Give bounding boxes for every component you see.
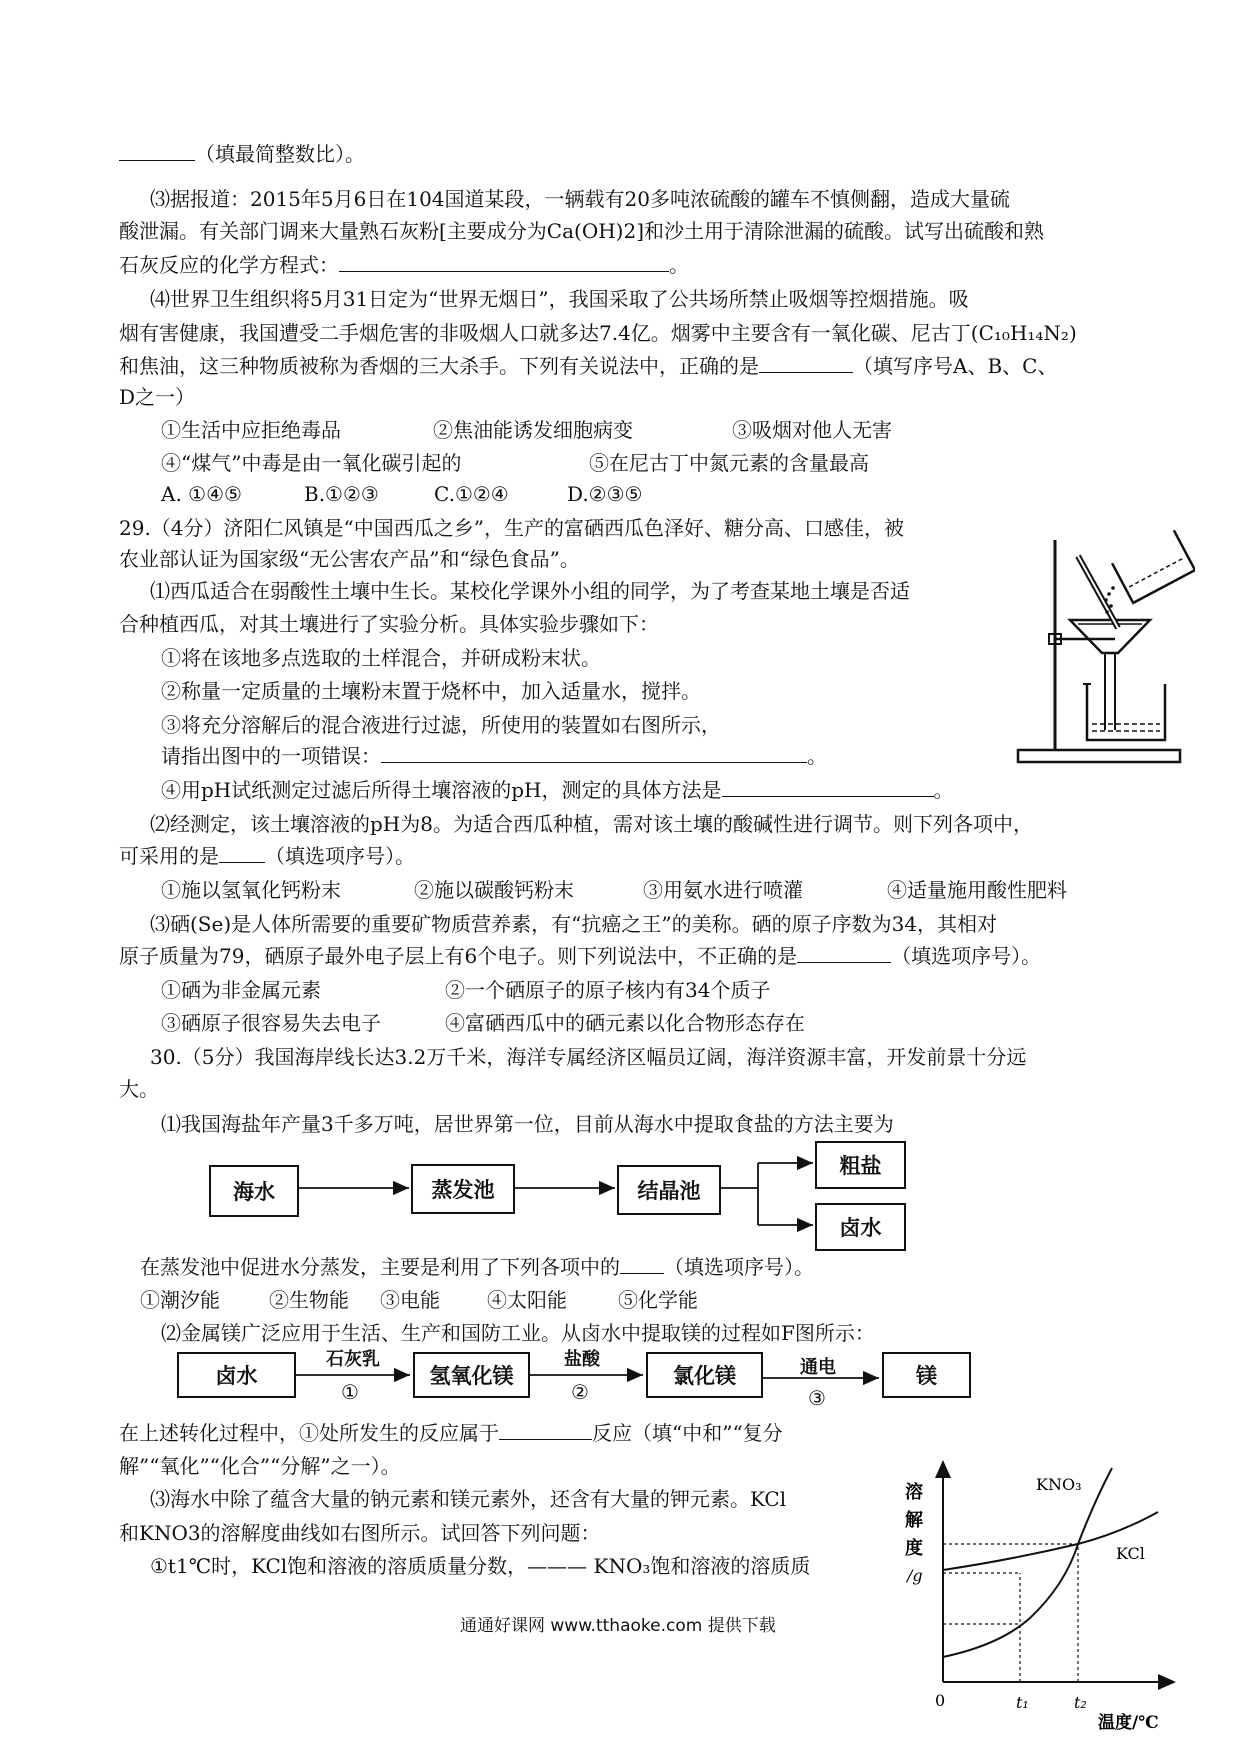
reagent-hydrochloric-acid: 盐酸	[564, 1349, 600, 1370]
text-line: D之一）	[119, 385, 196, 409]
text-line: 酸泄漏。有关部门调来大量熟石灰粉[主要成分为Ca(OH)2]和沙土用于清除泄漏的硫酸。试写出硫酸和熟	[119, 219, 1044, 243]
option: ④适量施用酸性肥料	[887, 878, 1067, 902]
choice-d: D.②③⑤	[567, 482, 643, 506]
text-line: ⑷世界卫生组织将5月31日定为“世界无烟日”，我国采取了公共场所禁止吸烟等控烟措施。吸	[150, 287, 969, 311]
text-line: ①将在该地多点选取的土样混合，并研成粉末状。	[161, 646, 601, 670]
text: 在蒸发池中促进水分蒸发，主要是利用了下列各项中的	[140, 1255, 620, 1279]
flow-box-brine: 卤水	[815, 1203, 906, 1251]
text-line: 大。	[119, 1077, 159, 1101]
text-line: ⑶据报道：2015年5月6日在104国道某段，一辆载有20多吨浓硫酸的罐车不慎侧翻，造成大量硫	[150, 187, 1010, 211]
text-line: ⑴西瓜适合在弱酸性土壤中生长。某校化学课外小组的同学，为了考查某地土壤是否适	[150, 579, 910, 603]
step-1-marker: ①	[341, 1380, 359, 1404]
text: （填选项序号）。	[265, 844, 415, 868]
flow-box-evaporation-pond: 蒸发池	[411, 1164, 515, 1214]
text: （填选项序号）。	[891, 944, 1042, 968]
page-footer: 通通好课网 www.tthaoke.com 提供下载	[460, 1616, 776, 1636]
text: 可采用的是	[119, 844, 219, 868]
text-line	[119, 1420, 783, 1446]
option: ②焦油能诱发细胞病变	[433, 418, 633, 442]
option: ③电能	[380, 1288, 440, 1312]
origin-label: 0	[935, 1691, 946, 1710]
series-label-kno3: KNO₃	[1036, 1475, 1082, 1494]
question-30-title: 30.（5分）我国海岸线长达3.2万千米，海洋专属经济区幅员辽阔，海洋资源丰富，开发前景十分远	[150, 1045, 1027, 1069]
flow-box-magnesium-hydroxide: 氢氧化镁	[413, 1352, 530, 1398]
text: 。	[669, 253, 689, 277]
step-2-marker: ②	[571, 1380, 589, 1404]
text: 石灰反应的化学方程式：	[119, 253, 339, 277]
text-line: ⑵金属镁广泛应用于生活、生产和国防工业。从卤水中提取镁的过程如F图所示：	[161, 1321, 875, 1345]
text-line: ①t1℃时，KCl饱和溶液的溶质质量分数，——— KNO₃饱和溶液的溶质质	[150, 1554, 811, 1578]
text: 反应（填“中和”“复分	[592, 1421, 783, 1445]
option: ①硒为非金属元素	[161, 978, 321, 1002]
option: ④“煤气”中毒是由一氧化碳引起的	[161, 451, 462, 475]
option: ⑤化学能	[618, 1288, 698, 1312]
x-axis-label: 温度/℃	[1098, 1713, 1159, 1733]
flow-box-crude-salt: 粗盐	[815, 1141, 906, 1189]
option: ⑤在尼古丁中氮元素的含量最高	[589, 451, 869, 475]
solubility-curve-chart	[890, 1460, 1180, 1750]
text-line: ⑵经测定，该土壤溶液的pH为8。为适合西瓜种植，需对该土壤的酸碱性进行调节。则下列各项中，	[150, 812, 1033, 836]
option: ③吸烟对他人无害	[732, 418, 892, 442]
text: 在上述转化过程中，①处所发生的反应属于	[119, 1421, 499, 1445]
text: 请指出图中的一项错误：	[161, 744, 381, 768]
text: ④用pH试纸测定过滤后所得土壤溶液的pH，测定的具体方法是	[161, 778, 722, 802]
text: 。	[933, 778, 954, 802]
text: 和焦油，这三种物质被称为香烟的三大杀手。下列有关说法中，正确的是	[119, 354, 759, 378]
y-label-char: 溶	[905, 1482, 923, 1503]
y-label-char: /g	[907, 1566, 923, 1585]
y-label-char: 度	[905, 1538, 923, 1559]
reagent-electrolysis: 通电	[800, 1357, 836, 1378]
choice-c: C.①②④	[434, 482, 509, 506]
text-line: 和KNO3的溶解度曲线如右图所示。试回答下列问题：	[119, 1521, 601, 1545]
y-label-char: 解	[905, 1510, 923, 1531]
text-line: ③将充分溶解后的混合液进行过滤，所使用的装置如右图所示，	[161, 713, 721, 737]
option: ②一个硒原子的原子核内有34个质子	[445, 978, 771, 1002]
step-3-marker: ③	[808, 1386, 826, 1410]
option: ④富硒西瓜中的硒元素以化合物形态存在	[445, 1011, 805, 1035]
text: 。	[807, 744, 827, 768]
option: ④太阳能	[487, 1288, 567, 1312]
flow-box-seawater: 海水	[209, 1165, 299, 1217]
text-line: ⑶硒(Se)是人体所需要的重要矿物质营养素，有“抗癌之王”的美称。硒的原子序数为34，其相对	[150, 912, 998, 936]
x-tick-t2: t₂	[1074, 1693, 1087, 1712]
text: （填最简整数比）。	[195, 142, 365, 166]
flow-box-brine: 卤水	[177, 1352, 296, 1398]
reagent-lime-milk: 石灰乳	[326, 1349, 380, 1370]
option: ②施以碳酸钙粉末	[414, 878, 574, 902]
flow-box-magnesium-chloride: 氯化镁	[646, 1352, 763, 1398]
choice-b: B.①②③	[304, 482, 379, 506]
flow-box-crystallization-pond: 结晶池	[617, 1165, 721, 1215]
question-29-title: 29.（4分）济阳仁风镇是“中国西瓜之乡”，生产的富硒西瓜色泽好、糖分高、口感佳，被	[119, 516, 904, 540]
x-tick-t1: t₁	[1016, 1693, 1029, 1712]
option: ①生活中应拒绝毒品	[161, 418, 341, 442]
choice-a: A. ①④⑤	[161, 482, 242, 506]
text-line: ⑶海水中除了蕴含大量的钠元素和镁元素外，还含有大量的钾元素。KCl	[150, 1487, 787, 1511]
flow-box-magnesium: 镁	[882, 1352, 971, 1398]
option: ①潮汐能	[140, 1288, 220, 1312]
series-label-kcl: KCl	[1116, 1544, 1145, 1563]
option: ①施以氢氧化钙粉末	[161, 878, 341, 902]
series-kno3-curve	[943, 1468, 1112, 1657]
text: （填选项序号）。	[664, 1255, 814, 1279]
text-line: 合种植西瓜，对其土壤进行了实验分析。具体实验步骤如下：	[119, 612, 659, 636]
text-line: 烟有害健康，我国遭受二手烟危害的非吸烟人口就多达7.4亿。烟雾中主要含有一氧化碳、尼古丁(C₁₀H₁₄N₂)	[119, 321, 1077, 345]
option: ②生物能	[269, 1288, 349, 1312]
option: ③用氨水进行喷灌	[643, 878, 803, 902]
option: ③硒原子很容易失去电子	[161, 1011, 381, 1035]
text: 原子质量为79，硒原子最外电子层上有6个电子。则下列说法中，不正确的是	[119, 944, 798, 968]
answer-blank[interactable]	[499, 1421, 592, 1440]
text-line: 农业部认证为国家级“无公害农产品”和“绿色食品”。	[119, 547, 580, 571]
text: （填写序号A、B、C、	[853, 354, 1058, 378]
text-line: ⑴我国海盐年产量3千多万吨，居世界第一位，目前从海水中提取食盐的方法主要为	[161, 1112, 894, 1136]
text-line: 解”“氧化”“化合”“分解”之一）。	[119, 1454, 401, 1478]
text-line: ②称量一定质量的土壤粉末置于烧杯中，加入适量水，搅拌。	[161, 679, 701, 703]
